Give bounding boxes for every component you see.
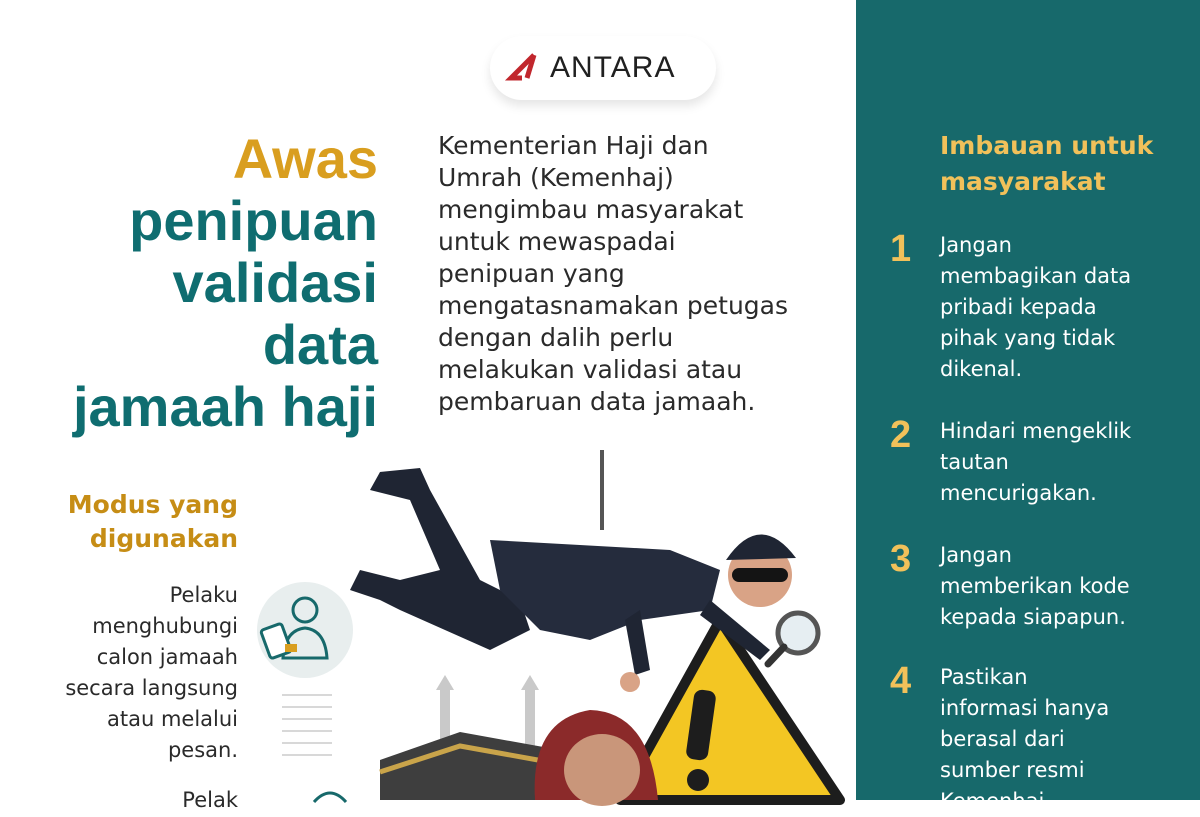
panel-heading-line: masyarakat xyxy=(940,167,1106,196)
title-line-3: validasi xyxy=(172,251,378,314)
intro-line: penipuan yang xyxy=(438,259,625,288)
tip-line: Jangan xyxy=(940,543,1012,567)
tip-4 xyxy=(890,662,1180,817)
tip-line: membagikan data xyxy=(940,264,1132,288)
tip-1 xyxy=(890,230,1180,385)
thief-illustration xyxy=(340,450,840,800)
tip-line: dikenal. xyxy=(940,357,1023,381)
tip-line: sumber resmi xyxy=(940,758,1085,782)
intro-line: Kementerian Haji dan xyxy=(438,131,709,160)
tip-3 xyxy=(890,540,1180,633)
antara-logo xyxy=(490,36,716,100)
tip-text xyxy=(940,540,1170,633)
modus-item-1 xyxy=(28,580,238,766)
title-line-4: data xyxy=(262,313,378,376)
tip-line: tautan xyxy=(940,450,1009,474)
tip-number: 4 xyxy=(890,660,912,702)
tip-line: kepada siapapun. xyxy=(940,605,1126,629)
modus-line: secara langsung xyxy=(65,676,238,700)
modus-line: Pelaku xyxy=(169,583,238,607)
tip-line: memberikan kode xyxy=(940,574,1130,598)
tip-line: berasal dari xyxy=(940,727,1065,751)
tip-number: 3 xyxy=(890,538,912,580)
tip-number: 1 xyxy=(890,228,912,270)
modus-line: pesan. xyxy=(167,738,238,762)
tip-line: Jangan xyxy=(940,233,1012,257)
elderly-woman-figure xyxy=(535,710,658,806)
tip-line: Kemenhaj. xyxy=(940,789,1052,813)
tip-line: informasi hanya xyxy=(940,696,1110,720)
modus-line: menghubungi xyxy=(92,614,238,638)
modus-item-2: Pelak xyxy=(182,788,238,812)
intro-paragraph xyxy=(438,130,838,418)
tip-line: pribadi kepada xyxy=(940,295,1097,319)
modus-line: atau melalui xyxy=(106,707,238,731)
panel-heading-line: Imbauan untuk xyxy=(940,131,1154,160)
modus-line: calon jamaah xyxy=(96,645,238,669)
modus-heading xyxy=(68,488,238,556)
intro-line: dengan dalih perlu xyxy=(438,323,674,352)
tip-text xyxy=(940,662,1170,817)
tip-text xyxy=(940,416,1170,509)
magnifier-icon xyxy=(768,613,818,664)
panel-heading xyxy=(940,128,1153,200)
advice-panel xyxy=(856,0,1200,813)
tip-line: mencurigakan. xyxy=(940,481,1097,505)
title-line-5: jamaah haji xyxy=(72,375,378,438)
tip-line: Pastikan xyxy=(940,665,1028,689)
title-line-1: Awas xyxy=(232,127,378,190)
tip-line: pihak yang tidak xyxy=(940,326,1116,350)
tip-2 xyxy=(890,416,1180,509)
intro-line: mengatasnamakan petugas xyxy=(438,291,789,320)
tip-number: 2 xyxy=(890,414,912,456)
tip-line: Hindari mengeklik xyxy=(940,419,1132,443)
modus-heading-line: digunakan xyxy=(89,524,238,553)
intro-line: mengimbau masyarakat xyxy=(438,195,744,224)
tip-text xyxy=(940,230,1170,385)
intro-line: pembaruan data jamaah. xyxy=(438,387,756,416)
modus-heading-line: Modus yang xyxy=(67,490,238,519)
title-line-2: penipuan xyxy=(129,189,378,252)
page-title xyxy=(73,128,378,438)
intro-line: Umrah (Kemenhaj) xyxy=(438,163,674,192)
antara-logo-mark-icon xyxy=(508,52,540,84)
message-lines-icon xyxy=(282,690,332,760)
intro-line: melakukan validasi atau xyxy=(438,355,743,384)
intro-line: untuk mewaspadai xyxy=(438,227,676,256)
logo-text: ANTARA xyxy=(550,51,676,84)
